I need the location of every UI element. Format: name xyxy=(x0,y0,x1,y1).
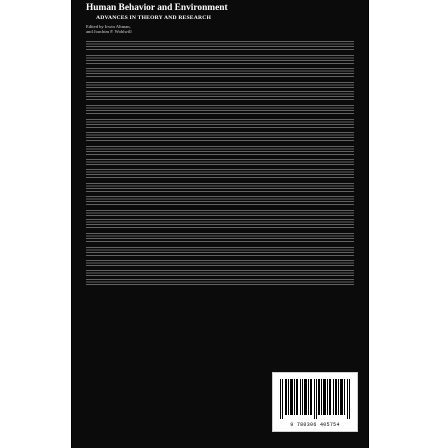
volume-description xyxy=(86,82,354,88)
volume-description xyxy=(86,260,354,266)
volume-entry xyxy=(86,41,354,51)
contents-list xyxy=(86,40,354,289)
volume-description xyxy=(86,55,354,65)
volume-description xyxy=(86,279,354,285)
editors-line-1: Edited by Irwin Altman, xyxy=(86,24,131,29)
book-back-cover xyxy=(72,0,368,448)
volume-entry xyxy=(86,260,354,266)
volume-entry xyxy=(86,279,354,285)
barcode-number: 9 780306 405754 xyxy=(290,422,340,428)
volume-entry xyxy=(86,247,354,257)
volume-entry xyxy=(86,132,354,142)
volume-description xyxy=(86,41,354,51)
volume-description xyxy=(86,169,354,179)
series-subtitle: ADVANCES IN THEORY AND RESEARCH xyxy=(96,15,211,21)
volume-entry xyxy=(86,169,354,179)
volume-entry xyxy=(86,105,354,115)
series-title: Human Behavior and Environment xyxy=(86,3,228,13)
volume-entry xyxy=(86,233,354,243)
volume-description xyxy=(86,159,354,165)
barcode-icon xyxy=(279,379,351,419)
volume-entry xyxy=(86,183,354,193)
volume-description xyxy=(86,270,354,276)
volume-entry xyxy=(86,196,354,206)
volume-description xyxy=(86,247,354,257)
volume-entry xyxy=(86,91,354,101)
volume-description xyxy=(86,183,354,193)
barcode xyxy=(272,372,358,432)
volume-entry xyxy=(86,270,354,276)
volume-description xyxy=(86,196,354,206)
volume-entry xyxy=(86,219,354,229)
volume-description xyxy=(86,68,354,78)
volume-description xyxy=(86,233,354,243)
volume-description xyxy=(86,91,354,101)
volume-entry xyxy=(86,82,354,88)
volume-entry xyxy=(86,159,354,165)
volume-entry xyxy=(86,55,354,65)
volume-description xyxy=(86,210,354,216)
volume-description xyxy=(86,132,354,142)
volume-description xyxy=(86,105,354,115)
volume-description xyxy=(86,119,354,129)
volume-description xyxy=(86,219,354,229)
volume-entry xyxy=(86,146,354,156)
editors-block xyxy=(86,24,266,35)
editors-line-2: and Joachim F. Wohlwill xyxy=(86,29,132,35)
volume-entry xyxy=(86,119,354,129)
volume-description xyxy=(86,146,354,156)
volume-entry xyxy=(86,68,354,78)
volume-entry xyxy=(86,210,354,216)
